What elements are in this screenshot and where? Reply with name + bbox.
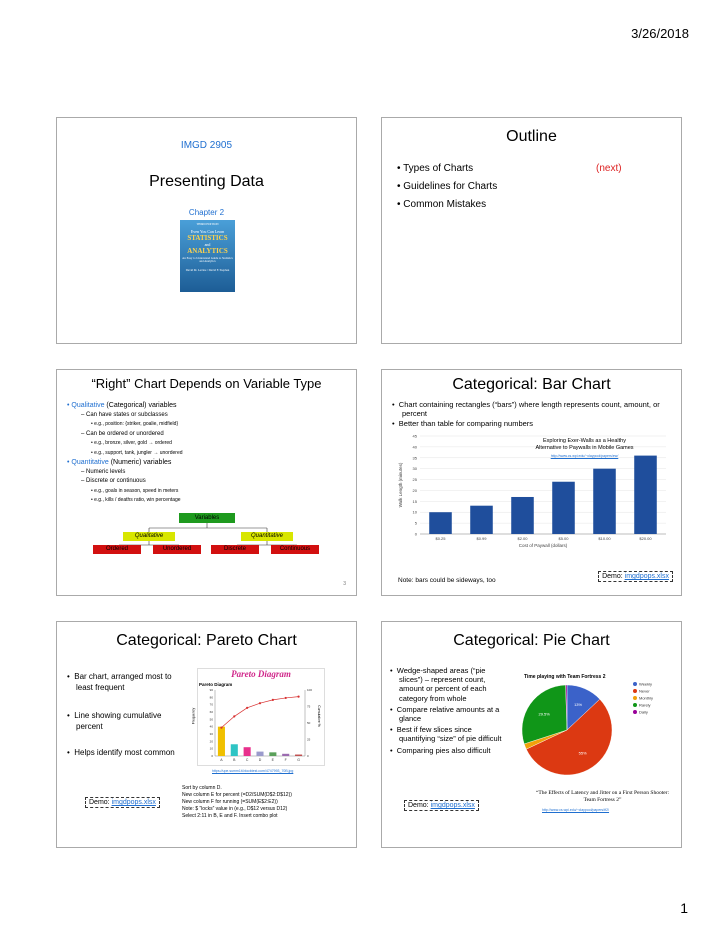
slide-pie-title: Categorical: Pie Chart [453, 632, 610, 649]
bar [429, 512, 452, 534]
cumulative-point [259, 702, 261, 704]
instr-line: Note: $ “locks” value in (e.g., D$12 versus D12) [182, 806, 288, 812]
legend-label: Monthly [639, 695, 654, 701]
x-tick-label: $0.99 [476, 536, 487, 541]
y-axis-label: Walk Length (minutes) [398, 462, 403, 508]
y-tick-label: 0 [211, 754, 213, 758]
legend-label: Rarely [639, 702, 651, 708]
pie-chart [512, 680, 677, 780]
quant-sub: – Discrete or continuous [81, 478, 146, 484]
bar [552, 482, 575, 534]
cumulative-point [246, 707, 248, 709]
page-number: 1 [680, 900, 688, 916]
quantitative-heading: • Quantitative (Numeric) variables [67, 459, 172, 466]
demo-label: Demo: [89, 799, 110, 806]
quant-sub: • e.g., kills / deaths ratio, win percentage [91, 497, 181, 503]
pie-slice-label: 13% [574, 701, 583, 707]
x-tick-label: D [258, 758, 262, 762]
instr-line: New column E for percent (=D2/SUM(D$2:D$12)) [182, 792, 292, 798]
cumulative-line [221, 697, 298, 728]
legend-marker [633, 682, 637, 686]
bullet: • Line showing cumulative percent [67, 711, 162, 731]
slide-number: 3 [343, 581, 346, 587]
pareto-figure-title: Pareto Diagram [231, 669, 291, 679]
pareto-ylabel-right: Cumulative % [316, 705, 321, 727]
slide-pareto-title: Categorical: Pareto Chart [116, 632, 297, 649]
slide-outline-title: Outline [506, 128, 557, 145]
y-tick-label: 10 [412, 509, 417, 515]
qual-sub: • e.g., bronze, silver, gold → ordered [91, 440, 172, 446]
tree-qualitative: Qualitative [123, 532, 175, 541]
tree-ordered: Ordered [93, 545, 141, 554]
cumulative-point [285, 697, 287, 699]
y-tick-label: 70 [209, 702, 213, 707]
demo-label: Demo: [408, 802, 429, 809]
y-right-tick-label: 100 [307, 688, 313, 692]
x-tick-label: $0.25 [435, 536, 446, 541]
demo-file: imgdpops.xlsx [430, 802, 475, 809]
x-tick-label: F [284, 758, 287, 762]
cumulative-point [272, 699, 274, 701]
bar-chart-caption: Exploring Exer-Walls as a Healthy Alternative to Paywalls in Mobile Games [535, 438, 634, 451]
variable-tree-lines [57, 370, 357, 596]
y-tick-label: 25 [412, 477, 417, 483]
slide-variable-types-title: “Right” Chart Depends on Variable Type [91, 376, 322, 391]
qualitative-heading: • Qualitative (Categorical) variables [67, 402, 177, 409]
y-right-tick-label: 25 [307, 737, 311, 742]
slide-title [56, 117, 357, 344]
legend-label: Weekly [639, 681, 653, 687]
y-tick-label: 60 [209, 710, 213, 714]
x-axis-label: Cost of Paywall (dollars) [518, 543, 568, 548]
x-tick-label: G [297, 758, 300, 762]
bar [244, 747, 251, 756]
qual-sub: • e.g., support, tank, jungler → unordered [91, 449, 183, 456]
bar [295, 755, 302, 756]
pie-citation: “The Effects of Latency and Jitter on a First Person Shooter: Team Fortress 2” [535, 790, 670, 803]
pie-url[interactable]: http://www.cs.wpi.edu/~claypool/papers/tf2/ [542, 808, 610, 812]
legend-marker [633, 703, 637, 707]
bar [470, 506, 493, 534]
legend-marker [633, 689, 637, 693]
bar [218, 727, 225, 756]
book-line4: ANALYTICS [187, 247, 228, 255]
quant-sub: • e.g., goals in season, speed in meters [91, 487, 179, 494]
pareto-ylabel-left: Frequency [191, 707, 196, 725]
book-edition: THIRD EDITION [196, 222, 219, 226]
y-tick-label: 15 [412, 498, 417, 504]
slide-title-text: Presenting Data [149, 173, 264, 190]
tree-quantitative: Quantitative [241, 532, 293, 541]
demo-file: imgdpops.xlsx [111, 799, 156, 806]
slide-pie-chart [381, 621, 682, 848]
bullet: • Wedge-shaped areas (“pie slices”) – represent count, amount or percent of each category from whole [390, 666, 487, 703]
y-tick-label: 5 [414, 520, 417, 526]
bar [634, 456, 657, 534]
y-tick-label: 20 [412, 487, 417, 493]
instr-line: Select 2:11 in B, E and F. Insert combo plot [182, 813, 278, 819]
chapter-label: Chapter 2 [188, 208, 225, 217]
legend-label: Daily [639, 709, 648, 715]
cumulative-point [220, 727, 222, 729]
x-tick-label: $5.00 [558, 536, 569, 541]
legend-label: Never [639, 688, 650, 694]
x-tick-label: $2.00 [517, 536, 528, 541]
y-tick-label: 45 [412, 433, 417, 439]
x-tick-label: $10.00 [598, 536, 611, 541]
pareto-chart [197, 686, 325, 766]
pareto-inner-title: Pareto Diagram [199, 682, 233, 687]
y-tick-label: 30 [209, 732, 213, 736]
demo-label: Demo: [602, 573, 623, 580]
y-tick-label: 0 [414, 531, 417, 537]
quant-sub: – Numeric levels [81, 468, 126, 475]
slide-variable-types [56, 369, 357, 596]
tree-continuous: Continuous [271, 545, 319, 554]
bar [511, 497, 534, 534]
bar-chart-url[interactable]: http://www.cs.wpi.edu/~claypool/papers/ew/ [550, 454, 619, 458]
book-line2: STATISTICS [187, 234, 228, 242]
instr-line: New column F for running (=SUM(E$2:E2)) [182, 799, 278, 805]
book-line1: Even You Can Learn [190, 229, 225, 234]
book-cover [180, 220, 235, 292]
slide-pareto-chart [56, 621, 357, 848]
bullet: • Bar chart, arranged most to least frequent [67, 672, 172, 692]
legend-marker [633, 710, 637, 714]
demo-link[interactable] [85, 797, 160, 808]
y-tick-label: 20 [209, 739, 213, 744]
legend-marker [633, 696, 637, 700]
slide-bar-chart-title: Categorical: Bar Chart [452, 376, 611, 393]
bullet: • Comparing pies also difficult [390, 745, 491, 755]
qual-sub: – Can be ordered or unordered [81, 430, 164, 437]
y-right-tick-label: 50 [307, 721, 311, 725]
pie-slice-label: 55% [578, 750, 587, 756]
x-tick-label: $20.00 [639, 536, 652, 541]
y-tick-label: 80 [209, 695, 213, 700]
y-right-tick-label: 0 [307, 754, 309, 758]
y-tick-label: 50 [209, 717, 213, 722]
demo-link[interactable] [404, 800, 479, 811]
pareto-url[interactable]: https://upe.summ1it.blocktest.com/4747993_70B.jpg [212, 769, 294, 773]
cumulative-point [297, 696, 299, 698]
bullet: • Better than table for comparing numbers [392, 419, 534, 428]
qual-sub: • e.g., position: {striker, goalie, midfield} [91, 421, 179, 427]
x-tick-label: A [220, 758, 223, 762]
bullet: • Compare relative amounts at a glance [390, 704, 500, 724]
demo-file: imgdpops.xlsx [624, 573, 669, 580]
slide-bar-chart [381, 369, 682, 596]
bullet: • Chart containing rectangles (“bars”) where length represents count, amount, or percent [392, 400, 660, 418]
tree-discrete: Discrete [211, 545, 259, 554]
pie-chart-title: Time playing with Team Fortress 2 [524, 674, 606, 680]
outline-item: • Common Mistakes [397, 199, 487, 210]
bullet: • Best if few slices since quantifying “size” of pie difficult [390, 725, 502, 744]
course-label: IMGD 2905 [180, 140, 233, 151]
header-date: 3/26/2018 [631, 26, 689, 41]
book-line3: and [204, 242, 211, 247]
y-tick-label: 35 [412, 455, 417, 461]
outline-item: • Types of Charts [397, 163, 474, 174]
y-tick-label: 40 [412, 444, 417, 450]
x-tick-label: C [245, 758, 249, 762]
bar [256, 752, 263, 756]
instr-line: Sort by column D. [182, 785, 222, 791]
y-tick-label: 10 [209, 746, 213, 751]
pie-slice-label: 29.5% [538, 711, 550, 717]
book-sub: An Easy to Understand Guide to Statistics and Analytics [182, 256, 233, 263]
cumulative-point [233, 715, 235, 717]
x-tick-label: E [271, 758, 275, 762]
outline-next-marker: (next) [596, 163, 622, 174]
bar [269, 752, 276, 756]
tree-unordered: Unordered [153, 545, 201, 554]
qual-sub: – Can have states or subclasses [81, 411, 168, 418]
y-right-tick-label: 75 [307, 704, 311, 709]
outline-item: • Guidelines for Charts [397, 181, 498, 192]
y-tick-label: 30 [412, 466, 417, 472]
bar [282, 754, 289, 756]
bar [593, 469, 616, 534]
bar-chart-note: Note: bars could be sideways, too [398, 577, 496, 584]
y-tick-label: 90 [209, 688, 213, 692]
bullet: • Helps identify most common [67, 748, 175, 757]
y-tick-label: 40 [209, 724, 213, 729]
bar [231, 744, 238, 756]
tree-root: Variables [179, 513, 235, 523]
slide-outline [381, 117, 682, 344]
x-tick-label: B [233, 758, 236, 762]
book-authors: David M. Levine / David F. Stephan [185, 268, 230, 272]
demo-link[interactable] [598, 571, 673, 582]
